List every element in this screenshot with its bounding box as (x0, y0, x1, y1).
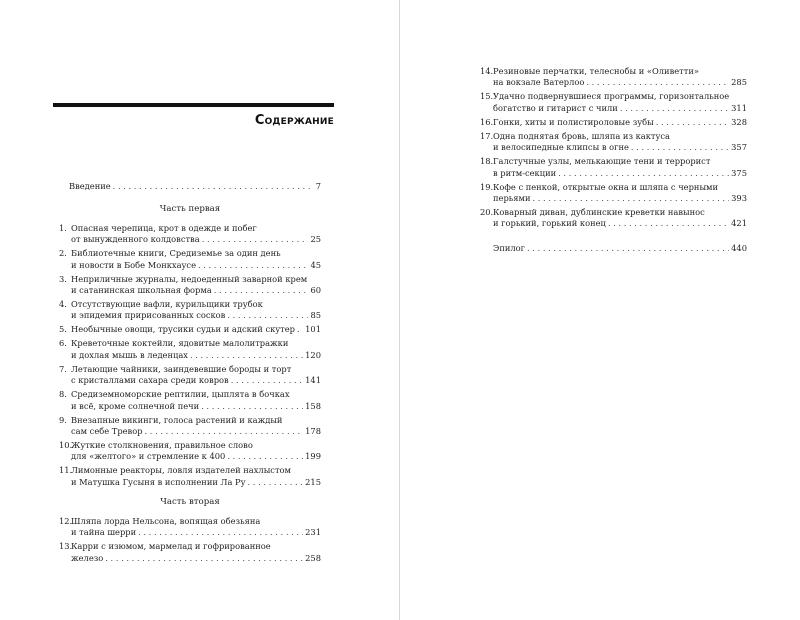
toc-entry (480, 117, 747, 128)
chapter-title (71, 465, 321, 488)
chapter-number: 4. (59, 299, 67, 310)
toc-entry (59, 223, 321, 246)
dot-leader (248, 477, 304, 488)
chapter-title-last-line (71, 375, 321, 386)
chapter-title-line: Внезапные викинги, голоса растений и каждый (71, 414, 283, 425)
chapter-title (71, 389, 321, 412)
chapter-title-last-line (493, 243, 747, 254)
chapter-number: 16. (480, 116, 494, 127)
chapter-title (71, 541, 321, 564)
chapter-title (71, 364, 321, 387)
chapter-number: 5. (59, 324, 67, 335)
dot-leader (201, 401, 303, 412)
chapter-number: 20. (480, 207, 494, 218)
toc-entry (480, 207, 747, 230)
right-page (400, 0, 800, 620)
page-number: 440 (731, 242, 747, 253)
chapter-title-line: от вынужденного колдовства (71, 234, 200, 245)
toc-left-column (59, 181, 321, 567)
chapter-title-line: Галстучные узлы, мелькающие тени и террорист (493, 156, 711, 167)
chapter-title (493, 207, 747, 230)
chapter-title-line: Опасная черепица, крот в одежде и побег (71, 222, 257, 233)
chapter-title-last-line (493, 193, 747, 204)
dot-leader (227, 310, 308, 321)
chapter-title-line: Отсутствующие вафли, курильщики трубок (71, 299, 263, 310)
dot-leader (145, 426, 304, 437)
chapter-title-line: Удачно подвернувшиеся программы, горизонтальное (493, 91, 730, 102)
chapter-number: 3. (59, 273, 67, 284)
dot-leader (656, 117, 729, 128)
chapter-title (493, 156, 747, 179)
dot-leader (231, 375, 303, 386)
part-heading: Часть первая (159, 204, 221, 215)
chapter-title-line: Средиземноморские рептилии, цыплята в бочках (71, 389, 290, 400)
page-number: 311 (731, 102, 747, 113)
toc-entry-intro (59, 181, 321, 192)
page-number: 178 (305, 426, 321, 437)
page-number: 101 (305, 324, 321, 335)
page-number: 375 (731, 167, 747, 178)
page-number: 45 (310, 259, 321, 270)
chapter-title-line: Карри с изюмом, мармелад и гофрированное (71, 541, 271, 552)
chapter-title (493, 66, 747, 89)
page-number: 231 (305, 527, 321, 538)
toc-entry (59, 541, 321, 564)
chapter-title (493, 243, 747, 254)
page-number: 258 (305, 552, 321, 563)
chapter-title-line: в ритм-секции (493, 167, 557, 178)
chapter-number: 10. (59, 440, 73, 451)
chapter-title-last-line (71, 324, 321, 335)
page-number: 215 (305, 476, 321, 487)
left-page (0, 0, 399, 620)
toc-entry (59, 364, 321, 387)
page-title: Содержание (254, 113, 334, 128)
chapter-title-line: и дохлая мышь в леденцах (71, 349, 188, 360)
toc-entry (59, 248, 321, 271)
chapter-title-line: Жуткие столкновения, правильное слово (71, 440, 253, 451)
toc-entry-epilog (480, 243, 747, 254)
chapter-number: 6. (59, 338, 67, 349)
chapter-title-line: Эпилог (493, 242, 526, 253)
chapter-number: 7. (59, 363, 67, 374)
chapter-title-line: и тайна шерри (71, 527, 137, 538)
chapter-title (71, 440, 321, 463)
chapter-title-line: Неприличные журналы, недоеденный заварной крем (71, 273, 308, 284)
chapter-title-last-line (493, 218, 747, 229)
chapter-title-line: и всё, кроме солнечной печи (71, 400, 200, 411)
page-number: 421 (731, 218, 747, 229)
dot-leader (105, 553, 303, 564)
toc-entry (480, 91, 747, 114)
chapter-title (493, 91, 747, 114)
chapter-number: 9. (59, 414, 67, 425)
dot-leader (620, 103, 729, 114)
toc-entry (59, 516, 321, 539)
toc-entry (59, 389, 321, 412)
dot-leader (190, 350, 303, 361)
page-number: 393 (731, 193, 747, 204)
chapter-title-line: на вокзале Ватерлоо (493, 77, 585, 88)
chapter-title (71, 415, 321, 438)
chapter-title-line: и новости в Бобе Монкхаусе (71, 259, 196, 270)
chapter-title-line: сам себе Тревор (71, 426, 143, 437)
toc-entry (59, 299, 321, 322)
chapter-title-last-line (71, 553, 321, 564)
dot-leader (198, 260, 308, 271)
chapter-number: 8. (59, 389, 67, 400)
toc-entry (59, 465, 321, 488)
chapter-title-line: Необычные овощи, трусики судьи и адский скутер (71, 324, 295, 335)
chapter-title-last-line (493, 77, 747, 88)
chapter-title-line: перьями (493, 193, 531, 204)
dot-leader (631, 142, 729, 153)
chapter-title-line: железо (71, 552, 104, 563)
chapter-title-line: для «желтого» и стремление к 400 (71, 451, 226, 462)
dot-leader (527, 243, 729, 254)
dot-leader (586, 77, 729, 88)
chapter-title (493, 117, 747, 128)
chapter-title-line: и горький, горький конец (493, 218, 606, 229)
dot-leader (227, 451, 303, 462)
dot-leader (608, 218, 729, 229)
toc-entry (59, 440, 321, 463)
dot-leader (202, 234, 309, 245)
chapter-title-last-line (71, 234, 321, 245)
chapter-number: 15. (480, 91, 494, 102)
chapter-title-last-line (493, 103, 747, 114)
chapter-number: 12. (59, 515, 73, 526)
toc-entry (59, 415, 321, 438)
chapter-title-line: Летающие чайники, заиндевевшие бороды и торт (71, 363, 292, 374)
chapter-title-last-line (71, 527, 321, 538)
chapter-title (493, 182, 747, 205)
chapter-title-line: и эпидемия пририсованных сосков (71, 310, 226, 321)
chapter-title (71, 248, 321, 271)
page-number: 60 (310, 285, 321, 296)
chapter-title-line: Библиотечные книги, Средиземье за один день (71, 248, 281, 259)
chapter-number: 13. (59, 541, 73, 552)
chapter-title-last-line (493, 168, 747, 179)
chapter-title (493, 131, 747, 154)
chapter-title-last-line (493, 142, 747, 153)
chapter-number: 11. (59, 465, 73, 476)
chapter-title-last-line (71, 260, 321, 271)
dot-leader (533, 193, 730, 204)
page-number: 120 (305, 349, 321, 360)
chapter-title (71, 223, 321, 246)
page-number: 85 (310, 310, 321, 321)
chapter-title-line: Коварный диван, дублинские креветки навынос (493, 207, 705, 218)
chapter-title-last-line (493, 117, 747, 128)
chapter-number: 19. (480, 181, 494, 192)
dot-leader (214, 285, 309, 296)
chapter-title-line: с кристаллами сахара среди ковров (71, 375, 229, 386)
chapter-title-last-line (71, 401, 321, 412)
toc-entry (480, 66, 747, 89)
chapter-title-line: и велосипедные клипсы в огне (493, 142, 629, 153)
page-number: 25 (310, 234, 321, 245)
toc-right-column (480, 66, 747, 257)
chapter-title (71, 299, 321, 322)
chapter-title-line: Лимонные реакторы, ловля издателей нахлыстом (71, 465, 291, 476)
chapter-title-last-line (71, 350, 321, 361)
page-number: 199 (305, 451, 321, 462)
dot-leader (138, 527, 303, 538)
chapter-title-last-line (71, 426, 321, 437)
page-number: 158 (305, 400, 321, 411)
chapter-number: 14. (480, 66, 494, 76)
page-number: 7 (315, 181, 321, 191)
dot-leader (297, 324, 303, 335)
heading-rule (53, 103, 334, 107)
chapter-title-line: и Матушка Гусыня в исполнении Ла Ру (71, 476, 246, 487)
chapter-title-last-line (71, 477, 321, 488)
chapter-number: 1. (59, 222, 67, 233)
page-number: 328 (731, 116, 747, 127)
part-heading: Часть вторая (160, 497, 220, 508)
chapter-title-line: богатство и гитарист с чили (493, 102, 618, 113)
chapter-title-line: Введение (69, 181, 111, 191)
toc-entry (480, 182, 747, 205)
toc-entry (59, 274, 321, 297)
chapter-title-line: Гонки, хиты и полистироловые зубы (493, 116, 654, 127)
chapter-title (71, 338, 321, 361)
chapter-title-line: Шляпа лорда Нельсона, вопящая обезьяна (71, 515, 261, 526)
chapter-title (71, 516, 321, 539)
page-number: 141 (305, 375, 321, 386)
toc-entry (59, 338, 321, 361)
toc-entry (480, 131, 747, 154)
chapter-title-last-line (71, 310, 321, 321)
toc-entry (480, 156, 747, 179)
chapter-number: 17. (480, 130, 494, 141)
page-number: 357 (731, 142, 747, 153)
chapter-title-line: Резиновые перчатки, телеснобы и «Оливетти» (493, 66, 699, 76)
chapter-title-last-line (71, 285, 321, 296)
dot-leader (113, 181, 314, 192)
chapter-title-last-line (71, 451, 321, 462)
toc-entry (59, 324, 321, 335)
chapter-title-last-line (59, 181, 321, 192)
chapter-title-line: Одна поднятая бровь, шляпа из кактуса (493, 130, 671, 141)
chapter-number: 18. (480, 156, 494, 167)
page-number: 285 (731, 77, 747, 88)
chapter-title (59, 181, 321, 192)
chapter-title-line: и сатанинская школьная форма (71, 285, 212, 296)
chapter-number: 2. (59, 248, 67, 259)
chapter-title (71, 324, 321, 335)
chapter-title-line: Кофе с пенкой, открытые окна и шляпа с черными (493, 181, 719, 192)
chapter-title-line: Креветочные коктейли, ядовитые малолитражки (71, 338, 289, 349)
chapter-title (71, 274, 321, 297)
dot-leader (558, 168, 729, 179)
